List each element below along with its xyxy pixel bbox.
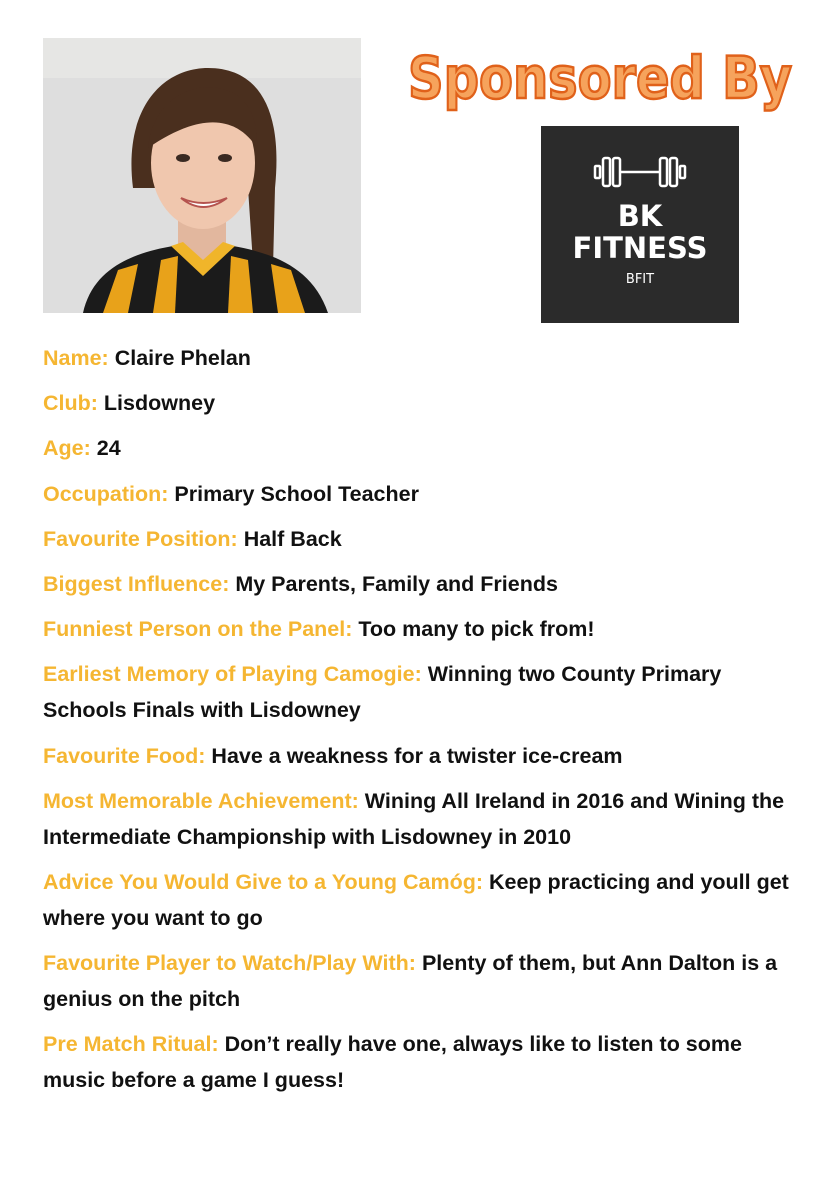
profile-row-advice (43, 864, 803, 936)
profile-value: Keep practicing and youll get where you want to go (43, 869, 789, 930)
profile-label: Advice You Would Give to a Young Camóg: (43, 869, 483, 894)
logo-line-bk: BK (617, 199, 663, 233)
profile-value: Don’t really have one, always like to listen to some music before a game I guess! (43, 1032, 742, 1093)
profile-value: 24 (96, 436, 121, 461)
sponsor-heading (404, 36, 796, 116)
profile-label: Biggest Influence: (43, 571, 230, 596)
profile-row-club (43, 385, 803, 421)
profile-label: Favourite Player to Watch/Play With: (43, 951, 416, 976)
profile-row-influence (43, 566, 803, 602)
profile-value: Have a weakness for a twister ice-cream (211, 743, 623, 768)
profile-value: Wining All Ireland in 2016 and Wining the Intermediate Championship with Lisdowney in 2010 (43, 788, 785, 849)
profile-row-position (43, 521, 803, 557)
profile-label: Most Memorable Achievement: (43, 788, 359, 813)
profile-row-name (43, 340, 803, 376)
sponsor-heading-text: Sponsored By (408, 44, 792, 112)
profile-value: Too many to pick from! (358, 617, 595, 642)
profile-value: Plenty of them, but Ann Dalton is a genius on the pitch (43, 951, 778, 1012)
profile-value: Half Back (243, 526, 342, 551)
profile-label: Occupation: (43, 481, 169, 506)
profile-value: Lisdowney (103, 391, 216, 416)
profile-value: Winning two County Primary Schools Finals with Lisdowney (43, 662, 722, 723)
profile-label: Favourite Position: (43, 526, 238, 551)
profile-row-food (43, 738, 803, 774)
logo-line-fitness: FITNESS (572, 231, 708, 265)
profile-row-achievement (43, 783, 803, 855)
barbell-icon (593, 154, 687, 190)
profile-label: Name: (43, 346, 109, 370)
player-profile (43, 340, 803, 1107)
profile-value: Claire Phelan (114, 346, 251, 370)
profile-row-ritual (43, 1026, 803, 1098)
profile-label: Club: (43, 391, 98, 416)
profile-row-earliest-memory (43, 656, 803, 728)
profile-label: Age: (43, 436, 91, 461)
profile-row-favourite-player (43, 945, 803, 1017)
profile-value: My Parents, Family and Friends (235, 571, 558, 596)
profile-label: Favourite Food: (43, 743, 206, 768)
player-photo (43, 38, 361, 313)
sponsor-logo (541, 126, 739, 323)
logo-line-bfit: BFIT (625, 272, 655, 287)
profile-row-age (43, 430, 803, 466)
profile-value: Primary School Teacher (174, 481, 419, 506)
profile-row-funniest (43, 611, 803, 647)
profile-label: Funniest Person on the Panel: (43, 617, 353, 642)
profile-row-occupation (43, 476, 803, 512)
profile-label: Earliest Memory of Playing Camogie: (43, 662, 422, 687)
profile-label: Pre Match Ritual: (43, 1032, 219, 1057)
